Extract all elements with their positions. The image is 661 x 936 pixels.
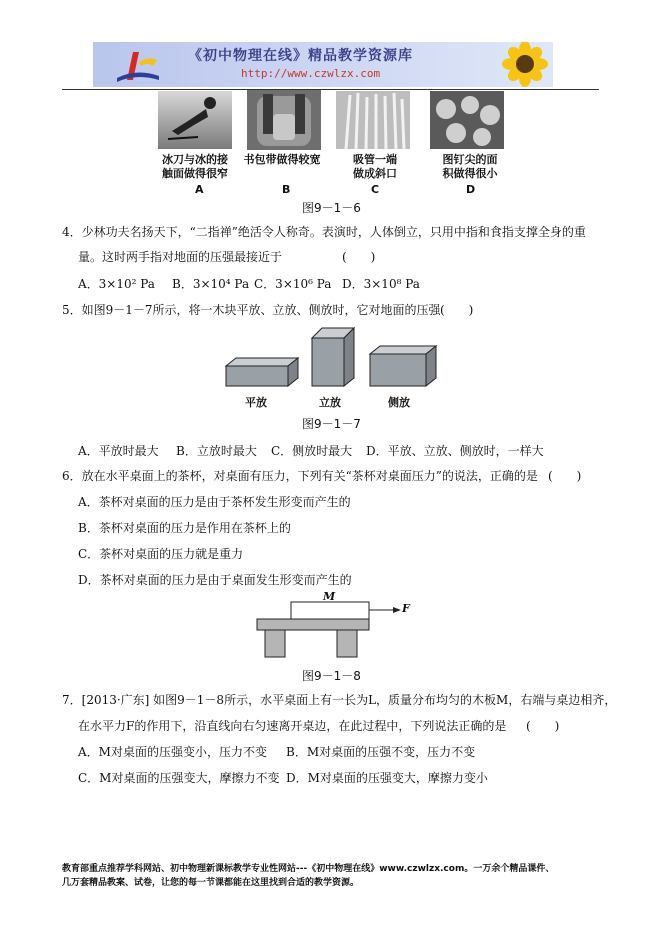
logo-icon — [113, 46, 163, 84]
figure-label-8: 图9－1－8 — [302, 669, 361, 683]
photo-thumbtacks — [430, 91, 504, 149]
footer-line2: 几万套精品教案、试卷，让您的每一节课都能在这里找到合适的教学资源。 — [62, 878, 360, 888]
figure-label-7: 图9－1－7 — [302, 417, 361, 431]
q7-option-b: B．M对桌面的压强不变，压力不变 — [286, 745, 476, 759]
q5-option-b: B．立放时最大 — [176, 444, 257, 458]
letter-a: A — [195, 183, 204, 196]
board-label-m: M — [323, 590, 336, 603]
q4-stem-line1: 4．少林功夫名扬天下，“二指禅”绝活令人称奇。表演时，人体倒立，只用中指和食指支撑全身的重 — [62, 225, 586, 239]
q5-option-c: C．侧放时最大 — [271, 444, 353, 458]
banner-title: 《初中物理在线》精品教学资源库 — [188, 48, 413, 64]
letter-d: D — [466, 183, 476, 196]
q7-option-a: A．M对桌面的压强变小，压力不变 — [78, 745, 267, 759]
q4-option-c: C．3×10⁶ Pa — [254, 277, 332, 291]
q7-stem-line1: 7．[2013·广东] 如图9－1－8所示，水平桌面上有一长为L，质量分布均匀的木板M，右端与桌边相齐， — [62, 693, 617, 707]
q7-option-d: D．M对桌面的压强变大，摩擦力变小 — [286, 771, 488, 785]
block-label-side: 侧放 — [388, 396, 410, 409]
q6-option-b: B．茶杯对桌面的压力是作用在茶杯上的 — [78, 521, 291, 535]
letter-b: B — [282, 183, 291, 196]
q5-stem: 5．如图9－1－7所示，将一木块平放、立放、侧放时，它对地面的压强 — [62, 303, 441, 317]
force-label-f: F — [402, 602, 410, 615]
q5-option-d: D．平放、立放、侧放时，一样大 — [366, 444, 544, 458]
header-divider — [62, 89, 599, 90]
q4-option-b: B．3×10⁴ Pa — [172, 277, 250, 291]
block-label-flat: 平放 — [245, 396, 267, 409]
q5-option-a: A．平放时最大 — [78, 444, 159, 458]
header-banner — [93, 42, 553, 87]
q7-paren: ( ) — [526, 719, 560, 733]
caption-d: 图钉尖的面 积做得很小 — [442, 153, 498, 180]
photo-ice-skate — [158, 91, 232, 149]
banner-url: http://www.czwlzx.com — [241, 67, 381, 80]
q4-stem-line2: 量。这时两手指对地面的压强最接近于 — [78, 250, 283, 264]
footer-line1: 教育部重点推荐学科网站、初中物理新课标教学专业性网站---《初中物理在线》www.czwlzx.com。一万余个精品课件、 — [62, 864, 555, 874]
figure-label-6: 图9－1－6 — [302, 201, 361, 215]
q6-option-d: D．茶杯对桌面的压力是由于桌面发生形变而产生的 — [78, 573, 352, 587]
sunflower-icon — [491, 42, 553, 87]
q4-paren: ( ) — [342, 250, 376, 264]
block-label-upright: 立放 — [319, 396, 341, 409]
caption-b: 书包带做得较宽 — [243, 153, 321, 166]
q6-option-a: A．茶杯对桌面的压力是由于茶杯发生形变而产生的 — [78, 495, 351, 509]
letter-c: C — [371, 183, 380, 196]
q4-option-a: A．3×10² Pa — [78, 277, 155, 291]
q7-option-c: C．M对桌面的压强变大，摩擦力不变 — [78, 771, 280, 785]
figure-blocks — [220, 322, 440, 392]
photo-straws — [336, 91, 410, 149]
q7-stem-line2: 在水平力F的作用下，沿直线向右匀速离开桌边，在此过程中，下列说法正确的是 — [78, 719, 507, 733]
caption-c: 吸管一端 做成斜口 — [353, 153, 397, 180]
q4-option-d: D．3×10⁸ Pa — [342, 277, 420, 291]
q6-paren: ( ) — [548, 469, 582, 483]
q6-stem: 6．放在水平桌面上的茶杯，对桌面有压力，下列有关“茶杯对桌面压力”的说法，正确的是 — [62, 469, 538, 483]
q6-option-c: C．茶杯对桌面的压力就是重力 — [78, 547, 244, 561]
photo-schoolbag — [247, 90, 321, 150]
q5-paren: ( ) — [440, 303, 474, 317]
caption-a: 冰刀与冰的接 触面做得很窄 — [162, 153, 228, 180]
